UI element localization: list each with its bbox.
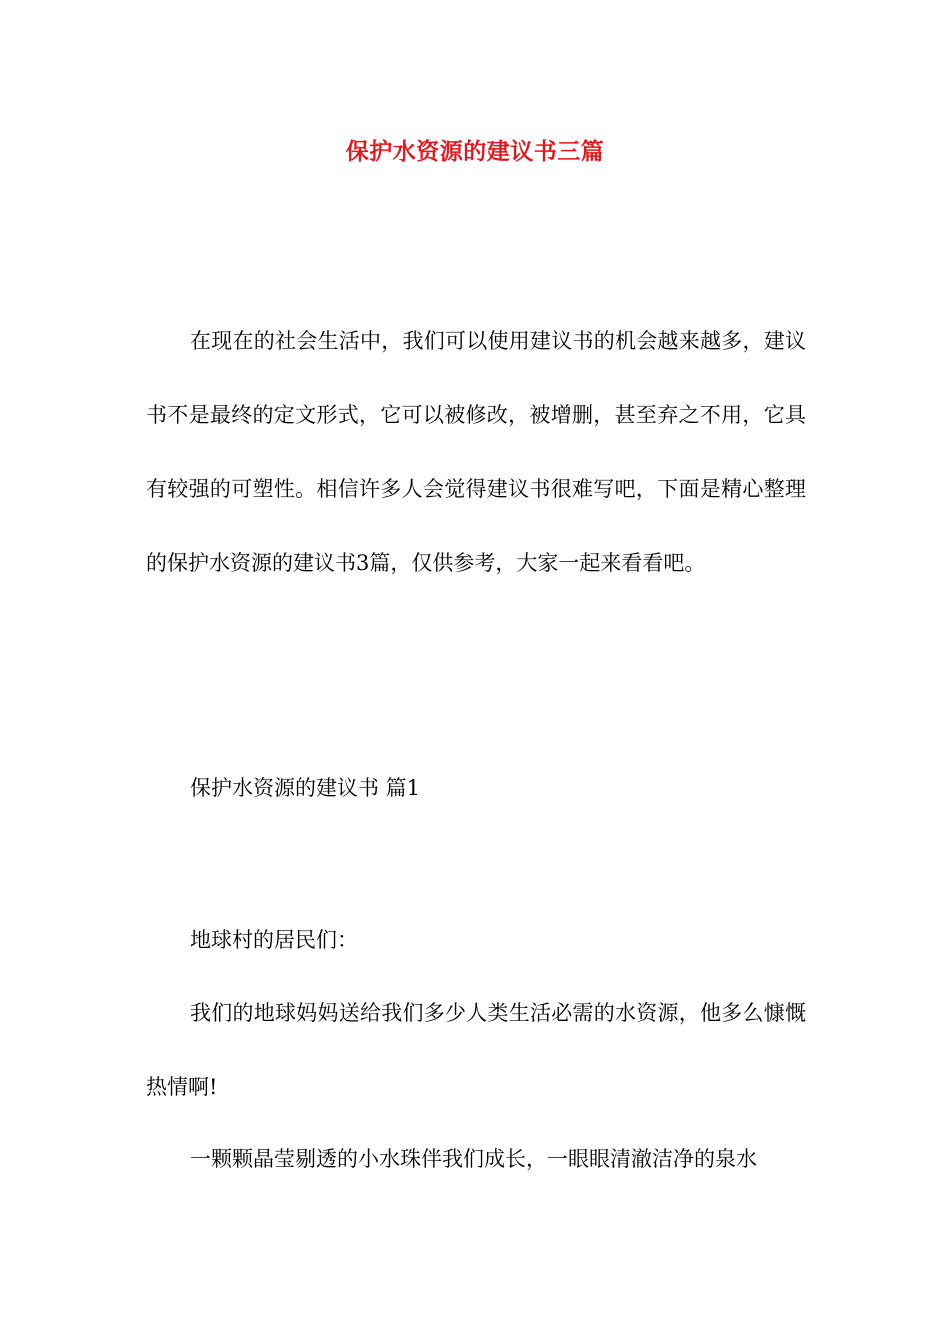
body-paragraph-1: 我们的地球妈妈送给我们多少人类生活必需的水资源，他多么慷慨热情啊! (146, 1001, 806, 1099)
intro-paragraph: 在现在的社会生活中，我们可以使用建议书的机会越来越多，建议书不是最终的定文形式，它可以被修改，被增删，甚至弃之不用，它具有较强的可塑性。相信许多人会觉得建议书很难写吧，下面是精心整理的保护水资源的建议书3篇，仅供参考，大家一起来看看吧。 (146, 329, 806, 575)
salutation-paragraph: 地球村的居民们： (190, 928, 358, 952)
body-paragraph-2: 一颗颗晶莹剔透的小水珠伴我们成长，一眼眼清澈洁净的泉水 (190, 1147, 757, 1171)
document-title: 保护水资源的建议书三篇 (345, 138, 605, 165)
section-heading: 保护水资源的建议书 篇1 (190, 776, 421, 800)
